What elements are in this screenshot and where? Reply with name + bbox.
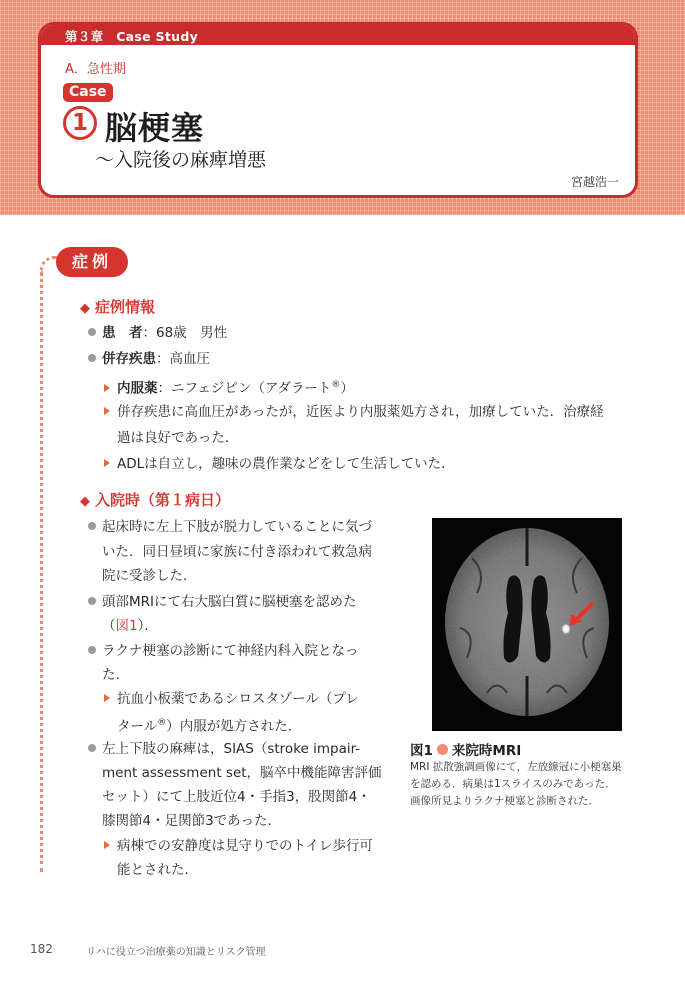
mri-cont [102,613,158,639]
bullet-icon [88,597,96,605]
cilostazol-line-1: 抗血小板薬であるシロスタゾール（プレ [117,691,359,707]
bullet-icon [88,354,96,362]
bullet-icon [88,646,96,654]
caption-dot-icon [437,744,448,755]
figure-desc-line-2: を認める．病巣は1スライスのみであった． [410,778,616,790]
list-item-adl [104,451,455,477]
list-item-cilostazol [104,686,359,712]
medication-close: ） [340,380,354,397]
sias-cont-3 [102,808,281,834]
onset-line-3: 院に受診した． [102,568,197,584]
registered-mark: ® [331,380,341,390]
figure-desc-line-3: 画像所見よりラクナ梗塞と診断された． [410,795,599,807]
onset-cont-2 [102,563,197,589]
figure-label: 図1 [410,743,433,759]
author-name: 宮越浩一 [570,175,619,189]
case-info-heading [80,296,155,317]
case-subtitle: 〜入院後の麻痺増悪 [95,149,267,171]
onset-line-2: いた．同日昼頃に家族に付き添われて救急病 [102,544,372,560]
triangle-bullet-icon [104,694,110,702]
diagnosis-line-2: た． [102,667,129,683]
adl-text: ADLは自立し，趣味の農作業などをして生活していた． [117,456,455,472]
sias-line-2: ment assessment set，脳卒中機能障害評価 [102,765,382,781]
sias-cont-1 [102,760,382,786]
ward-line-1: 病棟での安静度は見守りでのトイレ歩行可 [117,838,373,854]
section-badge: 症例 [56,247,128,277]
list-item-history-cont [117,425,238,451]
bullet-icon [88,744,96,752]
figure-1-link[interactable]: 図1 [115,618,138,634]
list-item-mri [88,589,357,615]
triangle-bullet-icon [104,407,110,415]
sias-line-3: セット）にて上肢近位4・手指3，股関節4・ [102,789,371,805]
triangle-bullet-icon [104,384,110,392]
comorbidity-value: ：高血圧 [156,351,210,367]
medication-label: 内服薬 [117,380,158,397]
dotted-rule [40,272,43,872]
list-item-history [104,399,604,425]
comorbidity-label: 併存疾患 [102,351,156,367]
onset-cont-1 [102,539,372,565]
cilostazol-line-2: タール [117,718,158,735]
triangle-bullet-icon [104,459,110,467]
figure-caption [410,739,521,759]
case-number-circle: 1 [63,106,97,140]
chapter-label: 第３章 Case Study [65,29,199,44]
case-badge: Case [63,83,113,102]
mri-line-1: 頭部MRIにて右大脳白質に脳梗塞を認めた [102,594,357,610]
list-item-sias [88,736,360,762]
patient-value: ：68歳 男性 [142,325,228,341]
figure-description [410,759,650,810]
diamond-icon: ◆ [80,494,90,509]
diagnosis-cont [102,662,129,688]
page-number: 182 [30,942,53,956]
cilostazol-line-2b: ）内服が処方された． [166,718,302,735]
chapter-header-card [38,22,638,198]
patient-label: 患 者 [102,325,143,341]
bullet-icon [88,522,96,530]
triangle-bullet-icon [104,841,110,849]
list-item-diagnosis [88,638,359,664]
ward-line-2: 能とされた． [117,862,198,878]
history-line-2: 過は良好であった． [117,430,239,446]
registered-mark: ® [157,718,167,728]
mri-image [432,518,622,731]
mri-close-paren: ）． [137,618,158,634]
sias-line-1: 左上下肢の麻痺は，SIAS（stroke impair- [102,741,361,757]
sias-line-4: 膝関節4・足関節3であった． [102,813,282,829]
list-item-patient [88,320,227,346]
figure-title: 来院時MRI [451,743,522,759]
running-footer-title: リハに役立つ治療薬の知識とリスク管理 [86,947,266,958]
medication-value: ：ニフェジピン（アダラート [157,380,332,397]
admission-heading-text: 入院時（第１病日） [95,491,231,509]
ward-cont [117,857,198,883]
bullet-icon [88,328,96,336]
list-item-comorbidity [88,346,210,372]
brain-mri-illustration [432,518,622,731]
case-title: 脳梗塞 [105,109,205,147]
diagnosis-line-1: ラクナ梗塞の診断にて神経内科入院となっ [102,643,359,659]
admission-heading [80,489,230,510]
case-info-heading-text: 症例情報 [95,298,156,316]
lesion-spot [561,623,571,635]
sias-cont-2 [102,784,371,810]
figure-desc-line-1: MRI 拡散強調画像にて，左放線冠に小梗塞巣 [410,761,622,773]
list-item-ward [104,833,373,859]
mri-open-paren: （ [102,618,116,634]
diamond-icon: ◆ [80,301,90,316]
section-label: A．急性期 [65,62,126,77]
list-item-onset [88,514,372,540]
onset-line-1: 起床時に左上下肢が脱力していることに気づ [102,519,372,535]
history-line-1: 併存疾患に高血圧があったが，近医より内服薬処方され，加療していた．治療経 [117,404,604,420]
list-item-medication [104,372,354,402]
